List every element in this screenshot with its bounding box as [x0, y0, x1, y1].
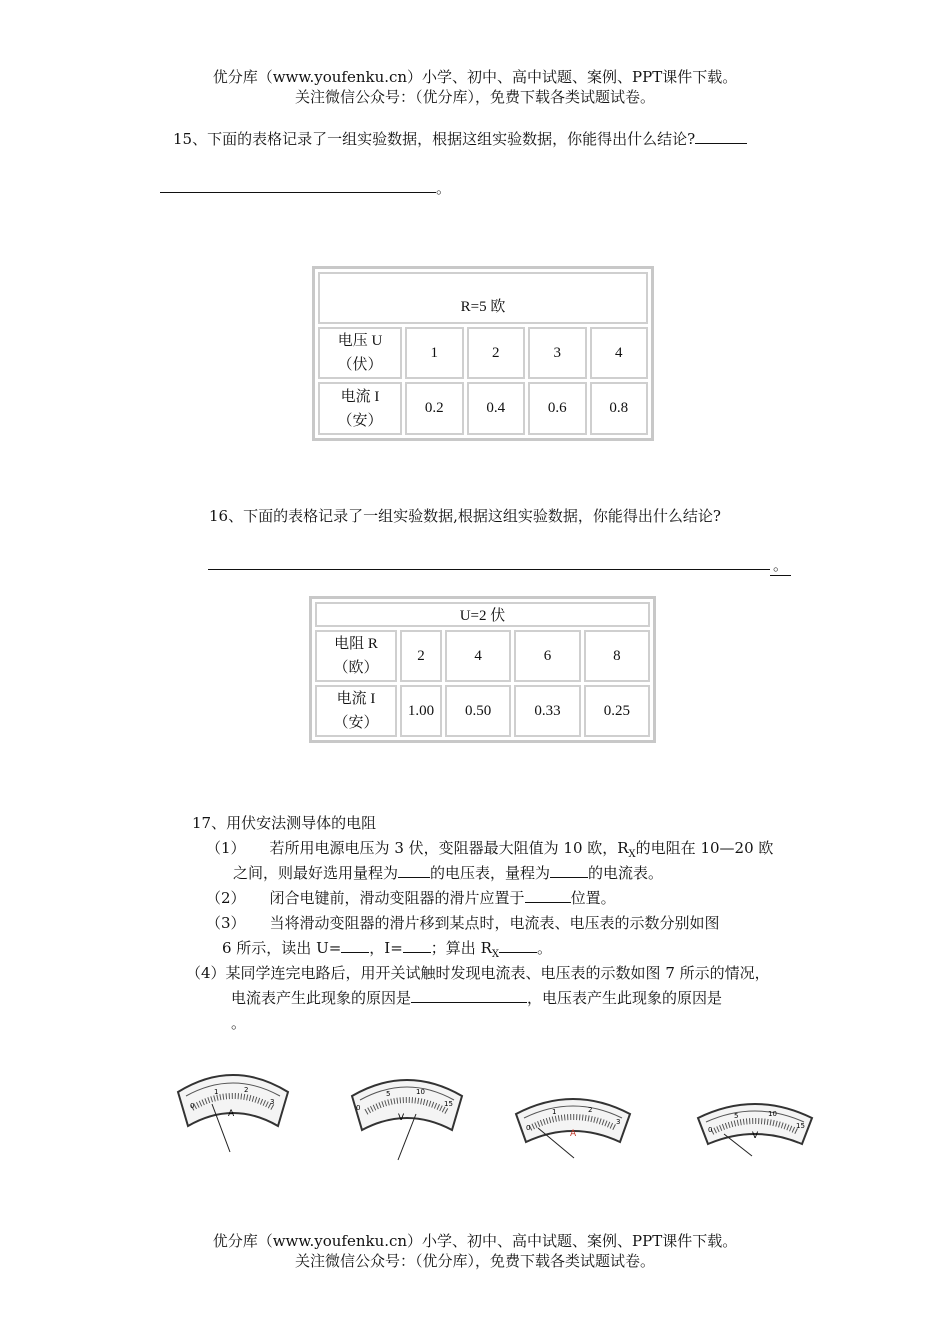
q15-row1-label — [318, 327, 402, 379]
meter-tick-label: 5 — [734, 1112, 739, 1120]
meter-tick-label: 10 — [416, 1088, 425, 1096]
q15-period: 。 — [436, 179, 452, 197]
q16-row1-cell: 2 — [400, 630, 442, 682]
q17-part3-line2-b: ，I= — [369, 939, 403, 957]
q16-row1-label-a: 电阻 R — [334, 636, 378, 652]
meter-tick-label: 3 — [616, 1118, 621, 1126]
meter-unit-label: V — [752, 1131, 759, 1141]
q15-row2-cell: 0.4 — [467, 382, 526, 435]
q16-row1-label — [315, 630, 397, 682]
q15-row1-cell: 2 — [467, 327, 526, 379]
q17-part1-line2-b: 的电压表，量程为 — [430, 864, 551, 882]
meter-unit-label: V — [398, 1113, 405, 1123]
q17-current-reading-blank[interactable] — [403, 938, 431, 953]
q17-part3 — [206, 912, 720, 933]
q15-question — [173, 128, 747, 149]
q15-row2-label — [318, 382, 402, 435]
ammeter-figure-1 — [172, 1064, 294, 1156]
meter-tick-label: 0 — [190, 1102, 195, 1110]
q17-part1-text-b: 的电阻在 10—20 欧 — [635, 839, 774, 857]
q16-row1-label-b: （欧） — [333, 660, 379, 676]
q15-row1-cell: 3 — [528, 327, 587, 379]
meter-tick-label: 10 — [768, 1110, 777, 1118]
q17-part2-text-a: 闭合电键前，滑动变阻器的滑片应置于 — [269, 889, 525, 907]
q15-row2-label-a: 电流 I — [340, 388, 380, 405]
q15-row1-label-a: 电压 U — [337, 333, 383, 349]
q16-row1-cell: 8 — [584, 630, 650, 682]
q15-answer-line — [160, 177, 451, 198]
q16-table — [309, 596, 656, 743]
q17-part3-line2 — [222, 937, 552, 960]
q15-answer-blank-2[interactable] — [160, 178, 436, 193]
q16-row1-cell: 6 — [514, 630, 580, 682]
header-line-2: 关注微信公众号：（优分库），免费下载各类试题试卷。 — [294, 88, 655, 106]
q16-answer-line — [208, 554, 791, 576]
meter-tick-label: 0 — [708, 1126, 713, 1134]
q15-row2-label-b: （安） — [337, 412, 383, 429]
q17-part3-subscript: X — [491, 949, 499, 960]
q17-part2 — [206, 887, 616, 908]
q15-question-text: 15、下面的表格记录了一组实验数据，根据这组实验数据，你能得出什么结论? — [173, 130, 696, 148]
meter-tick-label: 1 — [552, 1108, 557, 1116]
q16-table-title: U=2 伏 — [315, 602, 650, 627]
ammeter-figure-2 — [512, 1090, 634, 1162]
meter-tick-label: 1 — [214, 1088, 219, 1096]
meter-tick-label: 0 — [356, 1104, 361, 1112]
meter-unit-label: A — [570, 1129, 577, 1139]
meter-tick-label: 3 — [270, 1098, 275, 1106]
q16-row2-cell: 0.50 — [445, 685, 511, 737]
voltmeter-figure-2 — [694, 1096, 816, 1162]
q17-part2-text-b: 位置。 — [570, 889, 616, 907]
q17-part4-line2 — [231, 987, 722, 1008]
q16-row2-label — [315, 685, 397, 737]
meter-unit-label: A — [228, 1109, 235, 1119]
q17-part4-line2-a: 电流表产生此现象的原因是 — [231, 989, 412, 1007]
q15-row1-cell: 1 — [405, 327, 464, 379]
q17-slider-position-blank[interactable] — [525, 888, 571, 903]
q16-answer-blank[interactable] — [208, 555, 770, 570]
q17-part4-line3: 。 — [231, 1014, 247, 1032]
q17-part1 — [206, 837, 773, 860]
q17-part4-line2-b: ，电压表产生此现象的原因是 — [527, 989, 723, 1007]
meter-needle — [724, 1134, 752, 1156]
q17-part1-line2-a: 之间，则最好选用量程为 — [233, 864, 399, 882]
q15-row1-label-b: （伏） — [337, 357, 383, 373]
footer-line-2: 关注微信公众号：（优分库），免费下载各类试题试卷。 — [294, 1252, 655, 1270]
q17-part1-subscript: X — [628, 849, 636, 860]
q16-row2-label-a: 电流 I — [336, 691, 376, 707]
q17-part3-line2-a: 6 所示，读出 U= — [222, 939, 342, 957]
q17-part3-line2-d: 。 — [536, 939, 552, 957]
footer-line-1: 优分库（www.youfenku.cn）小学、初中、高中试题、案例、PPT课件下载。 — [212, 1232, 738, 1250]
q17-part3-line2-c: ；算出 R — [430, 939, 492, 957]
q17-part3-text-a: 当将滑动变阻器的滑片移到某点时，电流表、电压表的示数分别如图 — [269, 914, 720, 932]
q17-part3-number: （3） — [206, 914, 246, 932]
q16-period: 。 — [770, 554, 791, 576]
q16-question: 16、下面的表格记录了一组实验数据,根据这组实验数据，你能得出什么结论? — [209, 507, 721, 525]
voltmeter-figure-1 — [346, 1072, 468, 1164]
q17-part1-number: （1） — [206, 839, 246, 857]
q17-part4: （4）某同学连完电路后，用开关试触时发现电流表、电压表的示数如图 7 所示的情况， — [186, 964, 770, 982]
q15-row2-cell: 0.6 — [528, 382, 587, 435]
q15-row2-cell: 0.8 — [590, 382, 649, 435]
q16-row2-label-b: （安） — [333, 715, 379, 731]
meter-tick-label: 15 — [796, 1122, 805, 1130]
q17-title: 17、用伏安法测导体的电阻 — [192, 814, 377, 832]
q16-row1-cell: 4 — [445, 630, 511, 682]
meter-tick-label: 2 — [588, 1106, 593, 1114]
q16-row2-cell: 1.00 — [400, 685, 442, 737]
q17-resistance-blank[interactable] — [499, 938, 537, 953]
q15-row1-cell: 4 — [590, 327, 649, 379]
meter-tick-label: 2 — [244, 1086, 249, 1094]
q16-row2-cell: 0.33 — [514, 685, 580, 737]
q16-row2-cell: 0.25 — [584, 685, 650, 737]
meter-tick-label: 15 — [444, 1100, 453, 1108]
meter-tick-label: 5 — [386, 1090, 391, 1098]
q17-voltage-reading-blank[interactable] — [341, 938, 369, 953]
q15-table — [312, 266, 654, 441]
q15-table-title: R=5 欧 — [318, 272, 648, 324]
q17-ammeter-reason-blank[interactable] — [411, 988, 527, 1003]
q15-row2-cell: 0.2 — [405, 382, 464, 435]
q17-ammeter-range-blank[interactable] — [550, 863, 588, 878]
q17-part1-text-a: 若所用电源电压为 3 伏，变阻器最大阻值为 10 欧，R — [269, 839, 629, 857]
q17-part1-line2-c: 的电流表。 — [588, 864, 664, 882]
q17-part1-line2 — [233, 862, 663, 883]
q15-answer-blank-1[interactable] — [695, 129, 747, 144]
meter-tick-label: 0 — [526, 1124, 531, 1132]
header-line-1: 优分库（www.youfenku.cn）小学、初中、高中试题、案例、PPT课件下载。 — [212, 68, 738, 86]
q17-voltmeter-range-blank[interactable] — [398, 863, 430, 878]
q17-part2-number: （2） — [206, 889, 246, 907]
